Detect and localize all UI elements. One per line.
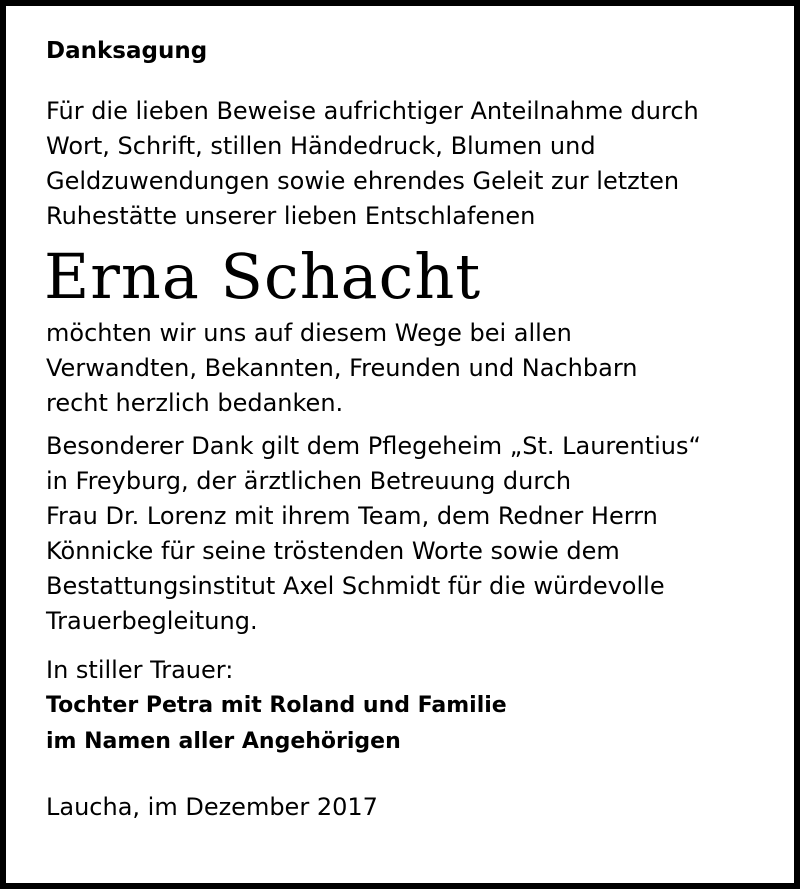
intro-line: Für die lieben Beweise aufrichtiger Anteilnahme durch	[46, 97, 699, 125]
mourning-label: In stiller Trauer:	[46, 656, 234, 684]
thanks-line: Verwandten, Bekannten, Freunden und Nachbarn	[46, 354, 638, 382]
special-line: in Freyburg, der ärztlichen Betreuung durch	[46, 467, 572, 495]
intro-paragraph	[46, 94, 776, 234]
notice-content	[46, 36, 776, 825]
special-line: Könnicke für seine tröstenden Worte sowie dem	[46, 537, 620, 565]
notice-heading: Danksagung	[46, 38, 208, 64]
place-date: Laucha, im Dezember 2017	[46, 793, 378, 821]
special-thanks-paragraph	[46, 429, 776, 639]
thanks-paragraph	[46, 316, 776, 421]
thanks-line: möchten wir uns auf diesem Wege bei allen	[46, 319, 572, 347]
signature-line: im Namen aller Angehörigen	[46, 729, 401, 754]
special-line: Frau Dr. Lorenz mit ihrem Team, dem Redner Herrn	[46, 502, 658, 530]
special-line: Trauerbegleitung.	[46, 607, 258, 635]
intro-line: Wort, Schrift, stillen Händedruck, Blumen und	[46, 132, 596, 160]
deceased-name: Erna Schacht	[44, 240, 482, 313]
thanks-line: recht herzlich bedanken.	[46, 389, 344, 417]
special-line: Bestattungsinstitut Axel Schmidt für die würdevolle	[46, 572, 665, 600]
special-line: Besonderer Dank gilt dem Pflegeheim „St. Laurentius“	[46, 432, 701, 460]
signature-block	[46, 688, 776, 760]
signature-line: Tochter Petra mit Roland und Familie	[46, 693, 507, 718]
intro-line: Geldzuwendungen sowie ehrendes Geleit zur letzten	[46, 167, 680, 195]
intro-line: Ruhestätte unserer lieben Entschlafenen	[46, 202, 536, 230]
